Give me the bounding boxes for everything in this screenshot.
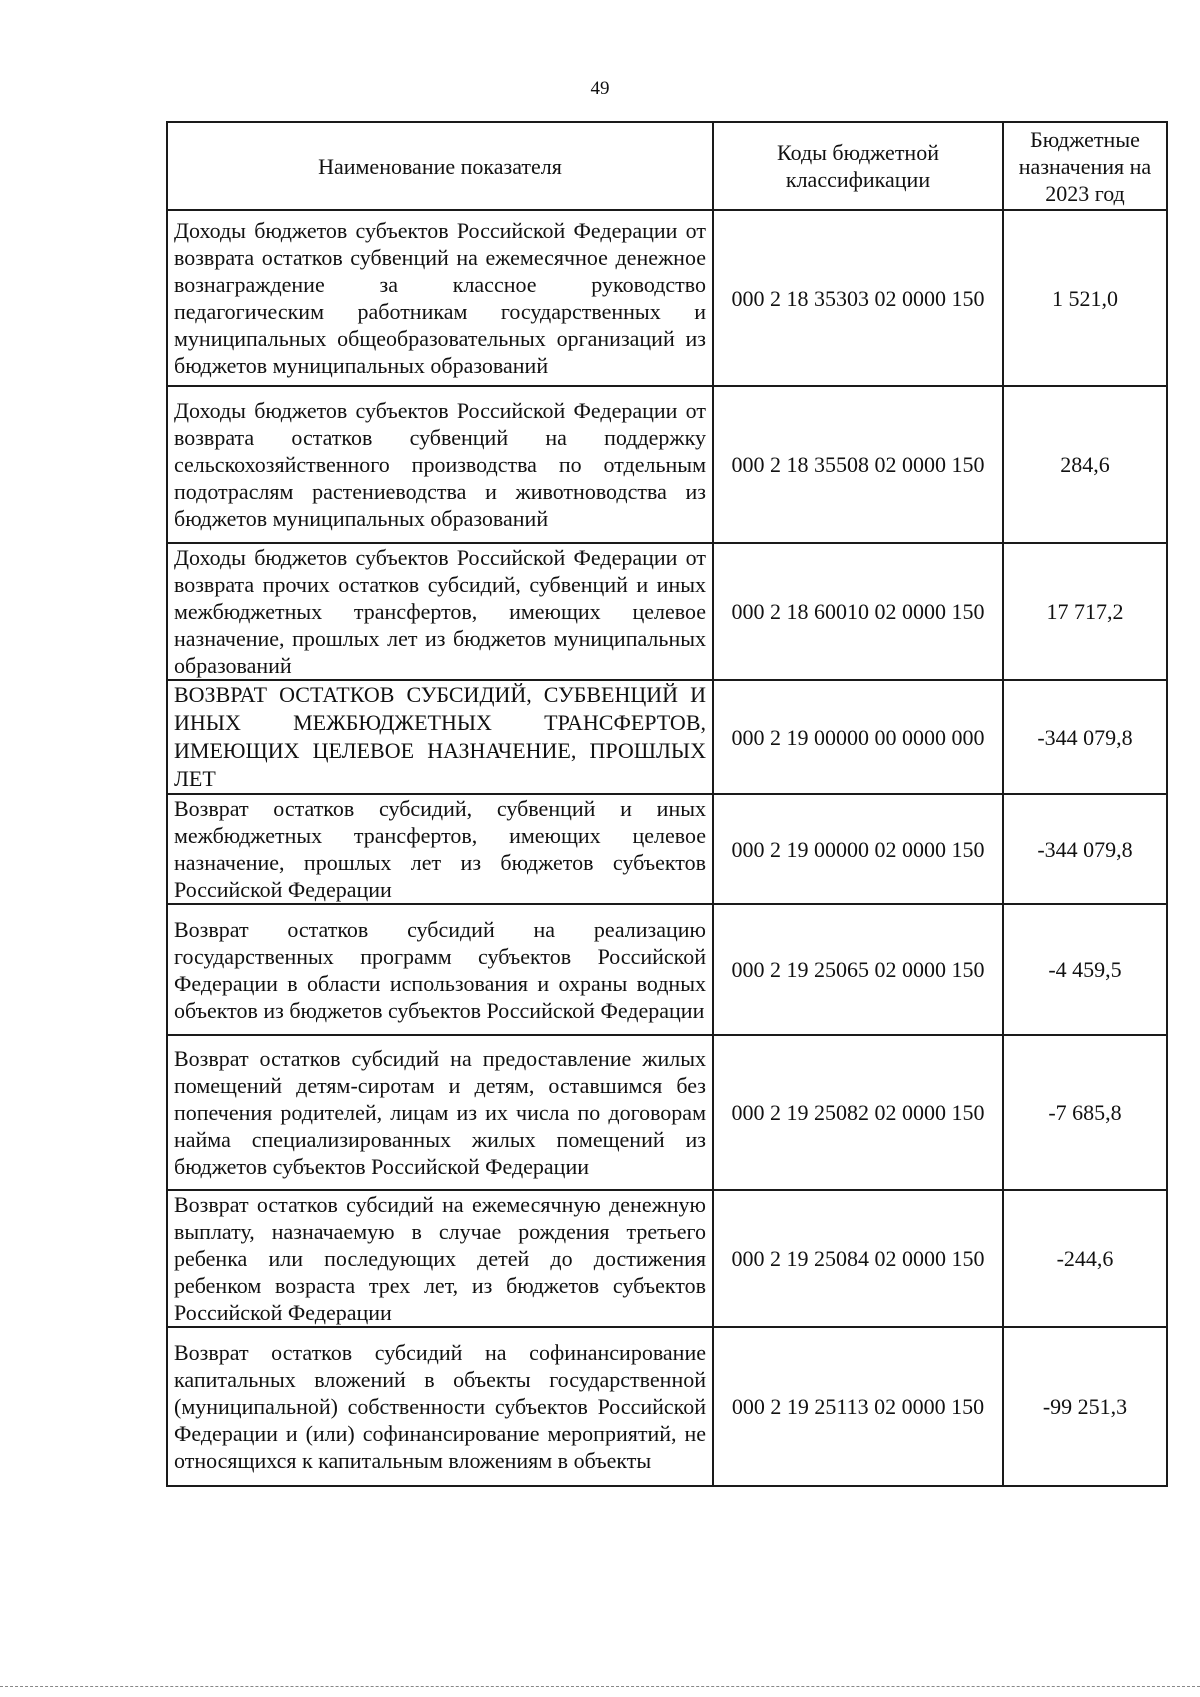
row-code: 000 2 19 00000 00 0000 000 xyxy=(713,680,1003,794)
row-amount: 17 717,2 xyxy=(1003,543,1167,680)
row-name: Возврат остатков субсидий, субвенций и иных межбюджетных трансфертов, имеющих целевое назначение, прошлых лет из бюджетов субъектов Российской Федерации xyxy=(167,794,713,904)
header-name: Наименование показателя xyxy=(167,122,713,210)
row-amount: -244,6 xyxy=(1003,1190,1167,1327)
row-code: 000 2 18 35508 02 0000 150 xyxy=(713,386,1003,543)
row-code: 000 2 18 35303 02 0000 150 xyxy=(713,210,1003,386)
budget-table xyxy=(166,121,1168,1487)
row-code: 000 2 19 25113 02 0000 150 xyxy=(713,1327,1003,1486)
table-row xyxy=(167,1327,1167,1486)
row-name: Возврат остатков субсидий на софинансирование капитальных вложений в объекты государственной (муниципальной) собственности субъектов Российской Федерации и (или) софинансирование мероприятий, не относящихся к капитальным вложениям в объекты xyxy=(167,1327,713,1486)
table-row xyxy=(167,794,1167,904)
row-code: 000 2 19 25082 02 0000 150 xyxy=(713,1035,1003,1190)
page-number: 49 xyxy=(590,78,610,99)
row-amount: -99 251,3 xyxy=(1003,1327,1167,1486)
table-row xyxy=(167,1035,1167,1190)
row-amount: 1 521,0 xyxy=(1003,210,1167,386)
row-name: Доходы бюджетов субъектов Российской Федерации от возврата остатков субвенций на поддержку сельскохозяйственного производства по отдельным подотраслям растениеводства и животноводства из бюджетов муниципальных образований xyxy=(167,386,713,543)
table-row xyxy=(167,386,1167,543)
table-header-row xyxy=(167,122,1167,210)
table-row xyxy=(167,680,1167,794)
table-row xyxy=(167,210,1167,386)
row-amount: -344 079,8 xyxy=(1003,680,1167,794)
row-amount: -7 685,8 xyxy=(1003,1035,1167,1190)
row-code: 000 2 19 25084 02 0000 150 xyxy=(713,1190,1003,1327)
row-name: ВОЗВРАТ ОСТАТКОВ СУБСИДИЙ, СУБВЕНЦИЙ И ИНЫХ МЕЖБЮДЖЕТНЫХ ТРАНСФЕРТОВ, ИМЕЮЩИХ ЦЕЛЕВОЕ НАЗНАЧЕНИЕ, ПРОШЛЫХ ЛЕТ xyxy=(167,680,713,794)
header-code: Коды бюджетной классификации xyxy=(713,122,1003,210)
row-amount: -344 079,8 xyxy=(1003,794,1167,904)
table-row xyxy=(167,1190,1167,1327)
table-row xyxy=(167,543,1167,680)
page-bottom-divider xyxy=(0,1686,1200,1687)
row-name: Возврат остатков субсидий на ежемесячную денежную выплату, назначаемую в случае рождения третьего ребенка или последующих детей до достижения ребенком возраста трех лет, из бюджетов субъектов Российской Федерации xyxy=(167,1190,713,1327)
row-name: Возврат остатков субсидий на реализацию государственных программ субъектов Российской Федерации в области использования и охраны водных объектов из бюджетов субъектов Российской Федерации xyxy=(167,904,713,1035)
row-amount: 284,6 xyxy=(1003,386,1167,543)
table-row xyxy=(167,904,1167,1035)
row-name: Возврат остатков субсидий на предоставление жилых помещений детям-сиротам и детям, оставшимся без попечения родителей, лицам из их числа по договорам найма специализированных жилых помещений из бюджетов субъектов Российской Федерации xyxy=(167,1035,713,1190)
row-name: Доходы бюджетов субъектов Российской Федерации от возврата остатков субвенций на ежемесячное денежное вознаграждение за классное руководство педагогическим работникам государственных и муниципальных общеобразовательных организаций из бюджетов муниципальных образований xyxy=(167,210,713,386)
row-code: 000 2 19 25065 02 0000 150 xyxy=(713,904,1003,1035)
header-amount: Бюджетные назначения на 2023 год xyxy=(1003,122,1167,210)
row-amount: -4 459,5 xyxy=(1003,904,1167,1035)
row-code: 000 2 19 00000 02 0000 150 xyxy=(713,794,1003,904)
row-code: 000 2 18 60010 02 0000 150 xyxy=(713,543,1003,680)
row-name: Доходы бюджетов субъектов Российской Федерации от возврата прочих остатков субсидий, субвенций и иных межбюджетных трансфертов, имеющих целевое назначение, прошлых лет из бюджетов муниципальных образований xyxy=(167,543,713,680)
